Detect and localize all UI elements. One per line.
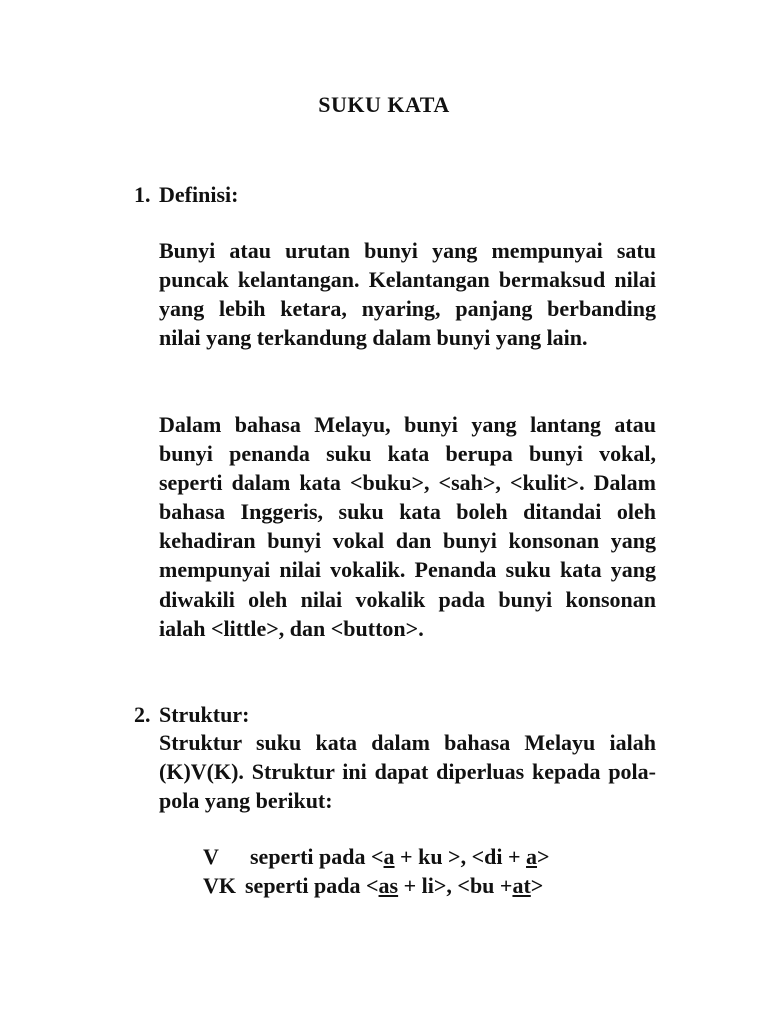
section-number: 1. — [134, 182, 151, 207]
example-underlined-syllable: at — [512, 873, 531, 898]
example-underlined-syllable: as — [378, 873, 399, 898]
example-text: + li>, <bu + — [398, 873, 513, 898]
definition-paragraph-2: Dalam bahasa Melayu, bunyi yang lantang atau bunyi penanda suku kata berupa bunyi vokal, seperti dalam kata <buku>, <sah>, <kulit>. Dalam bahasa Inggeris, suku kata boleh ditandai oleh kehadiran bunyi vokal dan bunyi konsonan yang mempunyai nilai vokalik. Penanda suku kata yang diwakili oleh nilai vokalik pada bunyi konsonan ialah <little>, dan <button>. — [159, 412, 656, 641]
definition-paragraph-1: Bunyi atau urutan bunyi yang mempunyai satu puncak kelantangan. Kelantangan bermaksud nilai yang lebih ketara, nyaring, panjang berbanding nilai yang terkandung dalam bunyi yang lain. — [159, 238, 656, 351]
example-line-v — [203, 842, 550, 871]
section-heading-text: Definisi: — [159, 182, 239, 207]
example-underlined-syllable: a — [526, 844, 538, 869]
page-title: SUKU KATA — [318, 92, 450, 117]
section-heading-definisi — [134, 180, 238, 209]
example-underlined-syllable: a — [383, 844, 395, 869]
section-heading-text: Struktur: — [159, 702, 250, 727]
example-prefix: seperti pada < — [250, 844, 384, 869]
example-text: + ku >, <di + — [394, 844, 527, 869]
example-line-vk — [203, 871, 543, 900]
section-heading-struktur — [134, 700, 249, 729]
structure-paragraph: Struktur suku kata dalam bahasa Melayu ialah (K)V(K). Struktur ini dapat diperluas kepada pola-pola yang berikut: — [159, 730, 656, 814]
example-prefix: seperti pada < — [245, 873, 379, 898]
example-text: > — [537, 844, 550, 869]
section-number: 2. — [134, 702, 151, 727]
example-pattern: VK — [203, 873, 236, 898]
example-pattern: V — [203, 844, 219, 869]
example-text: > — [530, 873, 544, 898]
